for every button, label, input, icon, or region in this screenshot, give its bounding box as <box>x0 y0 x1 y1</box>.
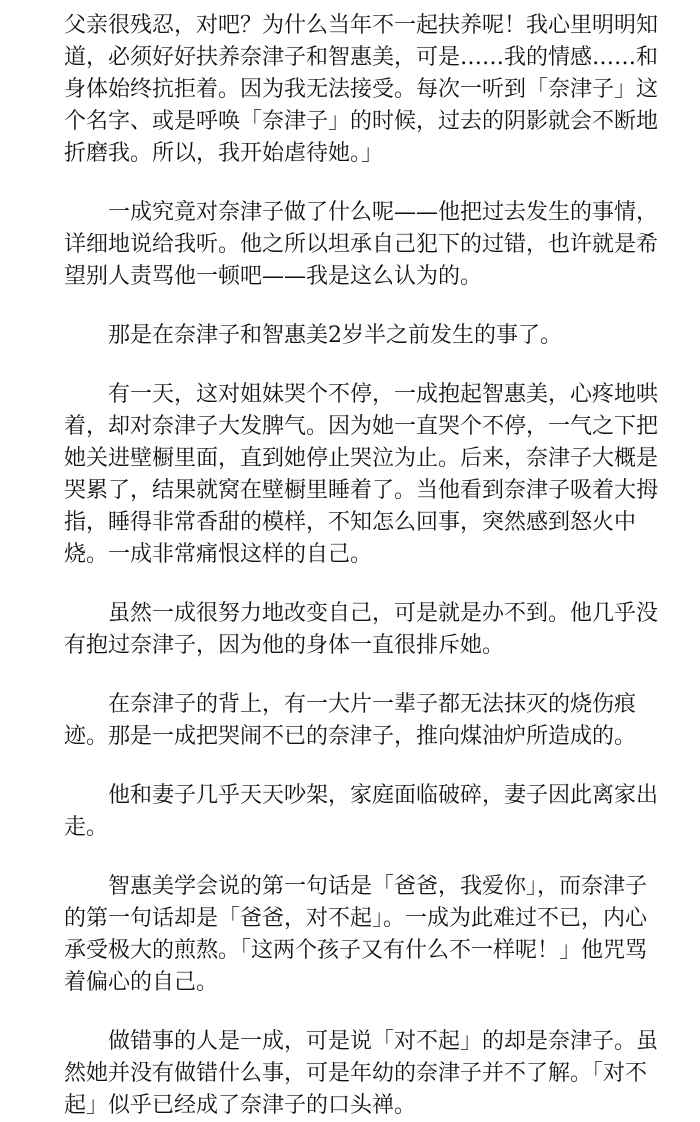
text-line: 一成究竟对奈津子做了什么呢——他把过去发生的事情， <box>108 200 659 225</box>
text-line: 走。 <box>64 815 109 840</box>
paragraph <box>64 379 659 571</box>
text-line: 在奈津子的背上，有一大片一辈子都无法抹灭的烧伤痕 <box>108 692 637 717</box>
text-line: 烧。一成非常痛恨这样的自己。 <box>64 542 373 567</box>
text-line: 承受极大的煎熬。「这两个孩子又有什么不一样呢！」他咒骂 <box>64 938 648 963</box>
text-line: 的第一句话却是「爸爸，对不起」。一成为此难过不已，内心 <box>64 906 648 931</box>
text-line: 她关进壁橱里面，直到她停止哭泣为止。后来，奈津子大概是 <box>64 446 659 471</box>
text-line: 折磨我。所以，我开始虐待她。」 <box>64 141 384 166</box>
text-line: 有抱过奈津子，因为他的身体一直很排斥她。 <box>64 633 505 658</box>
text-line: 详细地说给我听。他之所以坦承自己犯下的过错，也许就是希 <box>64 232 659 257</box>
text-line: 他和妻子几乎天天吵架，家庭面临破碎，妻子因此离家出 <box>108 783 659 808</box>
paragraph <box>64 320 638 352</box>
text-line: 做错事的人是一成，可是说「对不起」的却是奈津子。虽 <box>108 1029 659 1054</box>
paragraph <box>64 689 638 753</box>
paragraph <box>64 598 659 662</box>
body-text <box>64 10 659 1122</box>
text-line: 着偏心的自己。 <box>64 970 219 995</box>
text-line: 虽然一成很努力地改变自己，可是就是办不到。他几乎没 <box>108 601 659 626</box>
text-line: 着，却对奈津子大发脾气。因为她一直哭个不停，一气之下把 <box>64 414 659 439</box>
text-line: 指，睡得非常香甜的模样，不知怎么回事，突然感到怒火中 <box>64 510 637 535</box>
text-line: 然她并没有做错什么事，可是年幼的奈津子并不了解。「对不 <box>64 1061 648 1086</box>
paragraph <box>64 197 659 293</box>
paragraph <box>64 780 659 844</box>
text-line: 哭累了，结果就窝在壁橱里睡着了。当他看到奈津子吸着大拇 <box>64 478 659 503</box>
text-line: 身体始终抗拒着。因为我无法接受。每次一听到「奈津子」这 <box>64 77 659 102</box>
text-line: 道，必须好好扶养奈津子和智惠美，可是……我的情感……和 <box>64 45 659 70</box>
paragraph <box>64 871 648 999</box>
text-line: 迹。那是一成把哭闹不已的奈津子，推向煤油炉所造成的。 <box>64 724 637 749</box>
paragraph <box>64 1026 659 1122</box>
text-line: 个名字、或是呼唤「奈津子」的时候，过去的阴影就会不断地 <box>64 109 659 134</box>
paragraph <box>64 10 659 170</box>
text-line: 有一天，这对姐妹哭个不停，一成抱起智惠美，心疼地哄 <box>108 382 659 407</box>
text-line: 望别人责骂他一顿吧——我是这么认为的。 <box>64 264 483 289</box>
text-line: 那是在奈津子和智惠美2岁半之前发生的事了。 <box>108 323 562 348</box>
text-line: 父亲很残忍，对吧？为什么当年不一起扶养呢！我心里明明知 <box>64 13 659 38</box>
text-line: 起」似乎已经成了奈津子的口头禅。 <box>64 1093 417 1118</box>
text-line: 智惠美学会说的第一句话是「爸爸，我爱你」，而奈津子 <box>108 874 648 899</box>
